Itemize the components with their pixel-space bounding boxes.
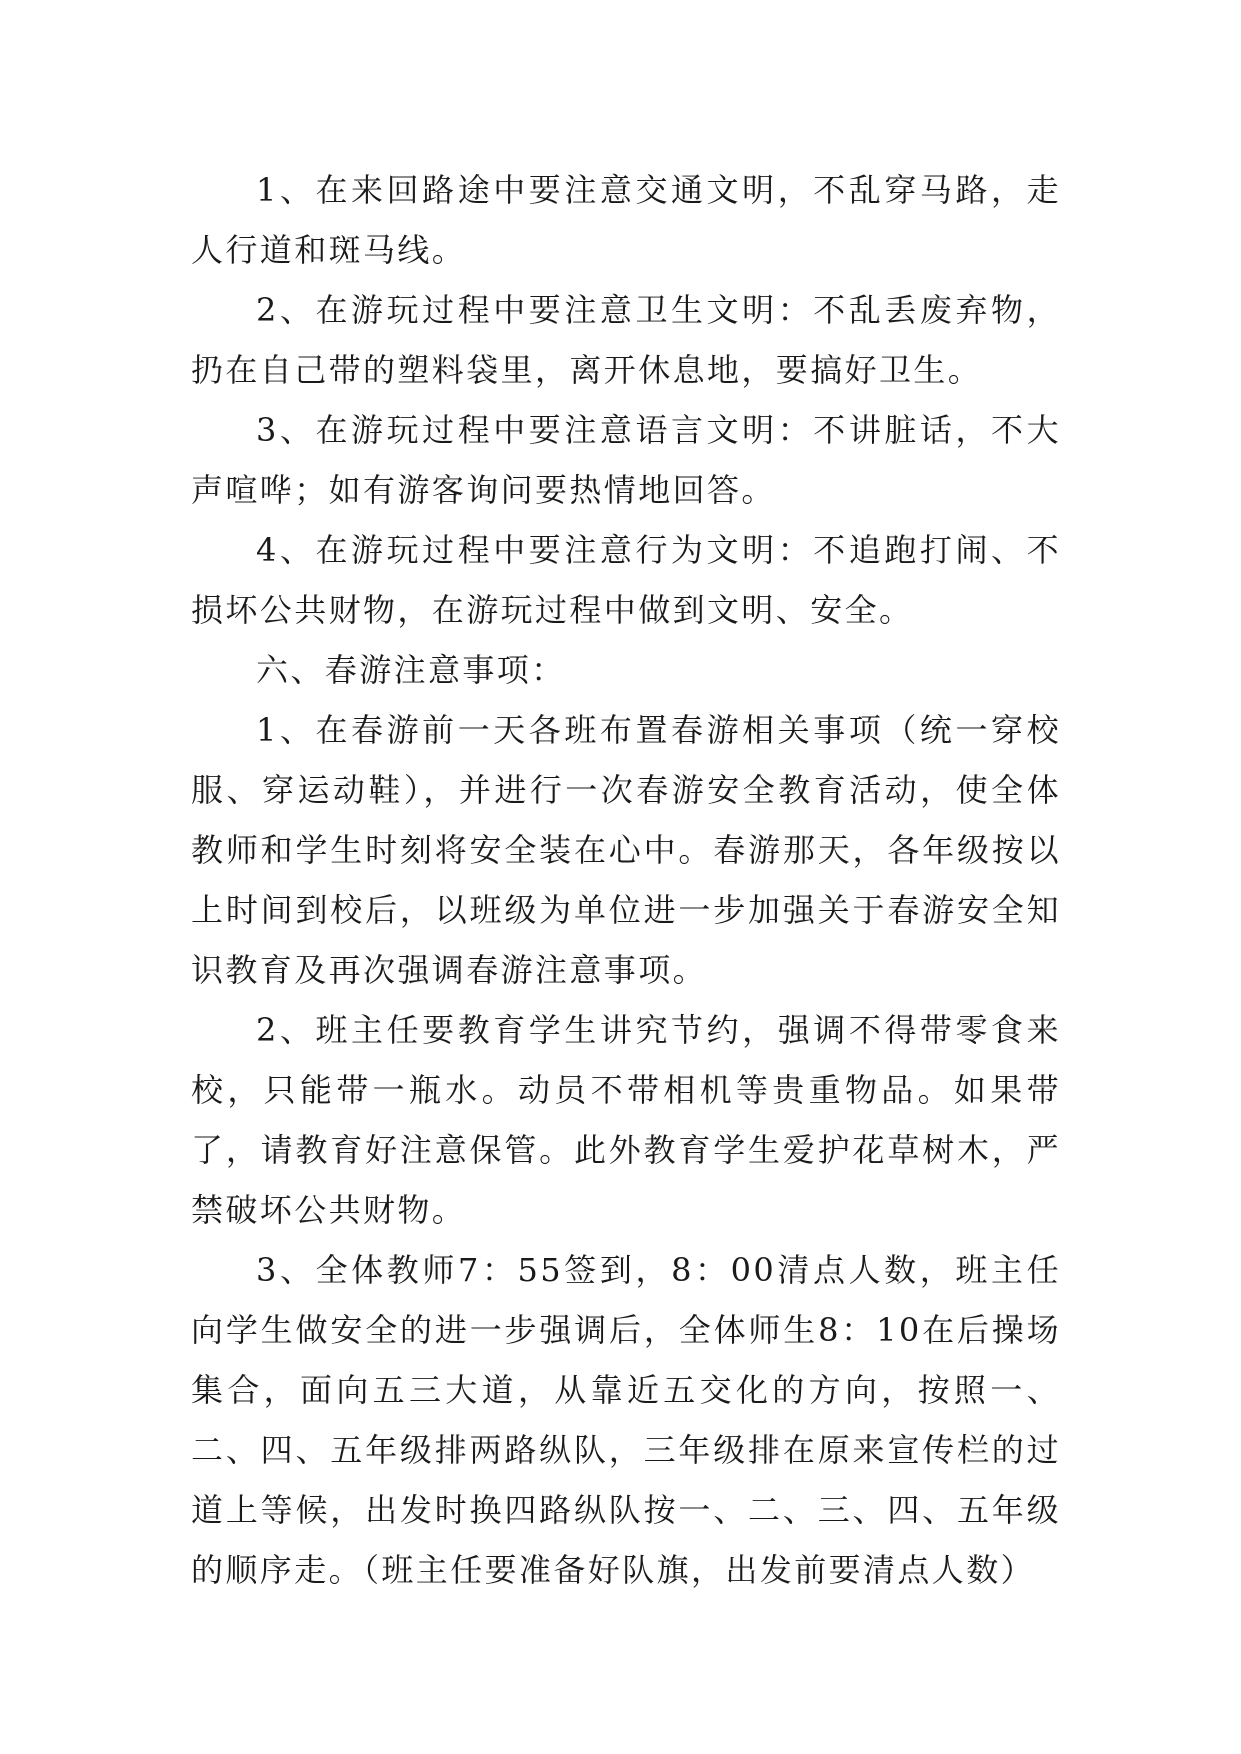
paragraph-language-civility: 3、在游玩过程中要注意语言文明：不讲脏话，不大声喧哗；如有游客询问要热情地回答。 <box>191 411 1061 509</box>
paragraph-traffic-civility: 1、在来回路途中要注意交通文明，不乱穿马路，走人行道和斑马线。 <box>191 171 1061 269</box>
paragraph-preparation: 1、在春游前一天各班布置春游相关事项（统一穿校服、穿运动鞋），并进行一次春游安全教育活动，使全体教师和学生时刻将安全装在心中。春游那天，各年级按以上时间到校后，以班级为单位进一步加强关于春游安全知识教育及再次强调春游注意事项。 <box>191 711 1061 989</box>
paragraph-assembly-schedule: 3、全体教师7：55签到，8：00清点人数，班主任向学生做安全的进一步强调后，全体师生8：10在后操场集合，面向五三大道，从靠近五交化的方向，按照一、二、四、五年级排两路纵队，三年级排在原来宣传栏的过道上等候，出发时换四路纵队按一、二、三、四、五年级的顺序走。（班主任要准备好队旗，出发前要清点人数） <box>191 1251 1061 1589</box>
section-heading-spring-outing-notes: 六、春游注意事项： <box>256 651 566 689</box>
paragraph-hygiene-civility: 2、在游玩过程中要注意卫生文明：不乱丢废弃物，扔在自己带的塑料袋里，离开休息地，要搞好卫生。 <box>191 291 1061 389</box>
paragraph-frugality: 2、班主任要教育学生讲究节约，强调不得带零食来校，只能带一瓶水。动员不带相机等贵重物品。如果带了，请教育好注意保管。此外教育学生爱护花草树木，严禁破坏公共财物。 <box>191 1011 1061 1229</box>
document-body <box>191 160 1061 1600</box>
paragraph-behavior-civility: 4、在游玩过程中要注意行为文明：不追跑打闹、不损坏公共财物，在游玩过程中做到文明、安全。 <box>191 531 1061 629</box>
